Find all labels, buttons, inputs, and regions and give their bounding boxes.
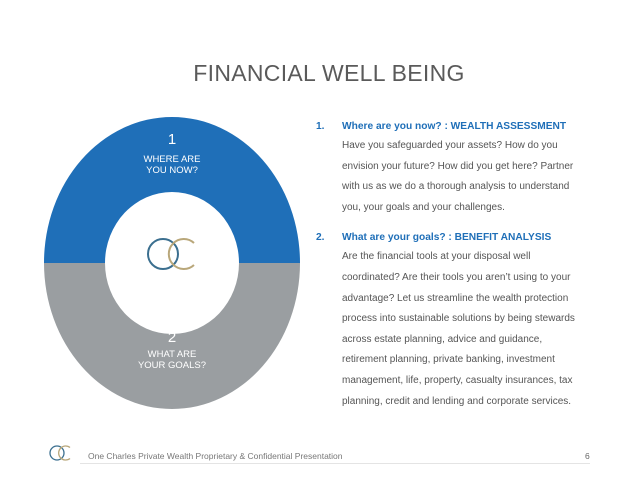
ring-bottom-label-line2: YOUR GOALS?: [137, 360, 207, 371]
slide-title: FINANCIAL WELL BEING: [193, 60, 465, 86]
ring-top-label-line2: YOU NOW?: [146, 165, 198, 176]
footer-text: One Charles Private Wealth Proprietary & Confidential Presentation: [88, 451, 343, 461]
goals-ring-diagram: [44, 117, 300, 409]
section-body-line: planning, credit and lending and corporate services.: [342, 395, 572, 407]
section-heading-text: What are your goals? : BENEFIT ANALYSIS: [342, 232, 552, 244]
ring-bottom-number: 2: [167, 329, 177, 346]
section-wealth-assessment: [316, 118, 616, 218]
section-body-line: advantage? Let us streamline the wealth protection: [342, 292, 569, 304]
center-logo-icon: [148, 239, 194, 269]
page-number: 6: [585, 451, 590, 461]
section-body-line: across estate planning, advice and guidance,: [342, 333, 543, 345]
section-number: 2.: [316, 232, 325, 244]
ring-top-label-line1: WHERE ARE: [143, 154, 201, 165]
sections-content: [316, 118, 616, 412]
section-number: 1.: [316, 121, 325, 132]
ring-top-number: 1: [167, 131, 177, 148]
ring-bottom-label-line1: WHAT ARE: [147, 349, 197, 360]
section-body-line: process into sustainable solutions by being stewards: [342, 313, 575, 325]
section-heading-text: Where are you now? : WEALTH ASSESSMENT: [342, 121, 567, 132]
section-body-line: envision your future? How did you get here? Partner: [342, 160, 574, 172]
section-body-line: with us as we do a thorough analysis to understand: [342, 181, 570, 193]
footer-divider: [80, 463, 590, 464]
section-body-line: management, life, property, casualty insurances, tax: [342, 374, 573, 386]
section-heading: [316, 229, 616, 247]
footer-logo-icon: [48, 442, 74, 464]
section-body-line: retirement planning, private banking, investment: [342, 354, 555, 366]
section-body-line: coordinated? Are their tools you aren’t using to your: [342, 271, 571, 283]
section-body-line: Have you safeguarded your assets? How do you: [342, 140, 558, 151]
section-benefit-analysis: [316, 229, 616, 412]
section-body-line: Are the financial tools at your disposal well: [342, 251, 531, 263]
section-body-line: you, your goals and your challenges.: [342, 201, 505, 213]
section-heading: [316, 118, 616, 136]
